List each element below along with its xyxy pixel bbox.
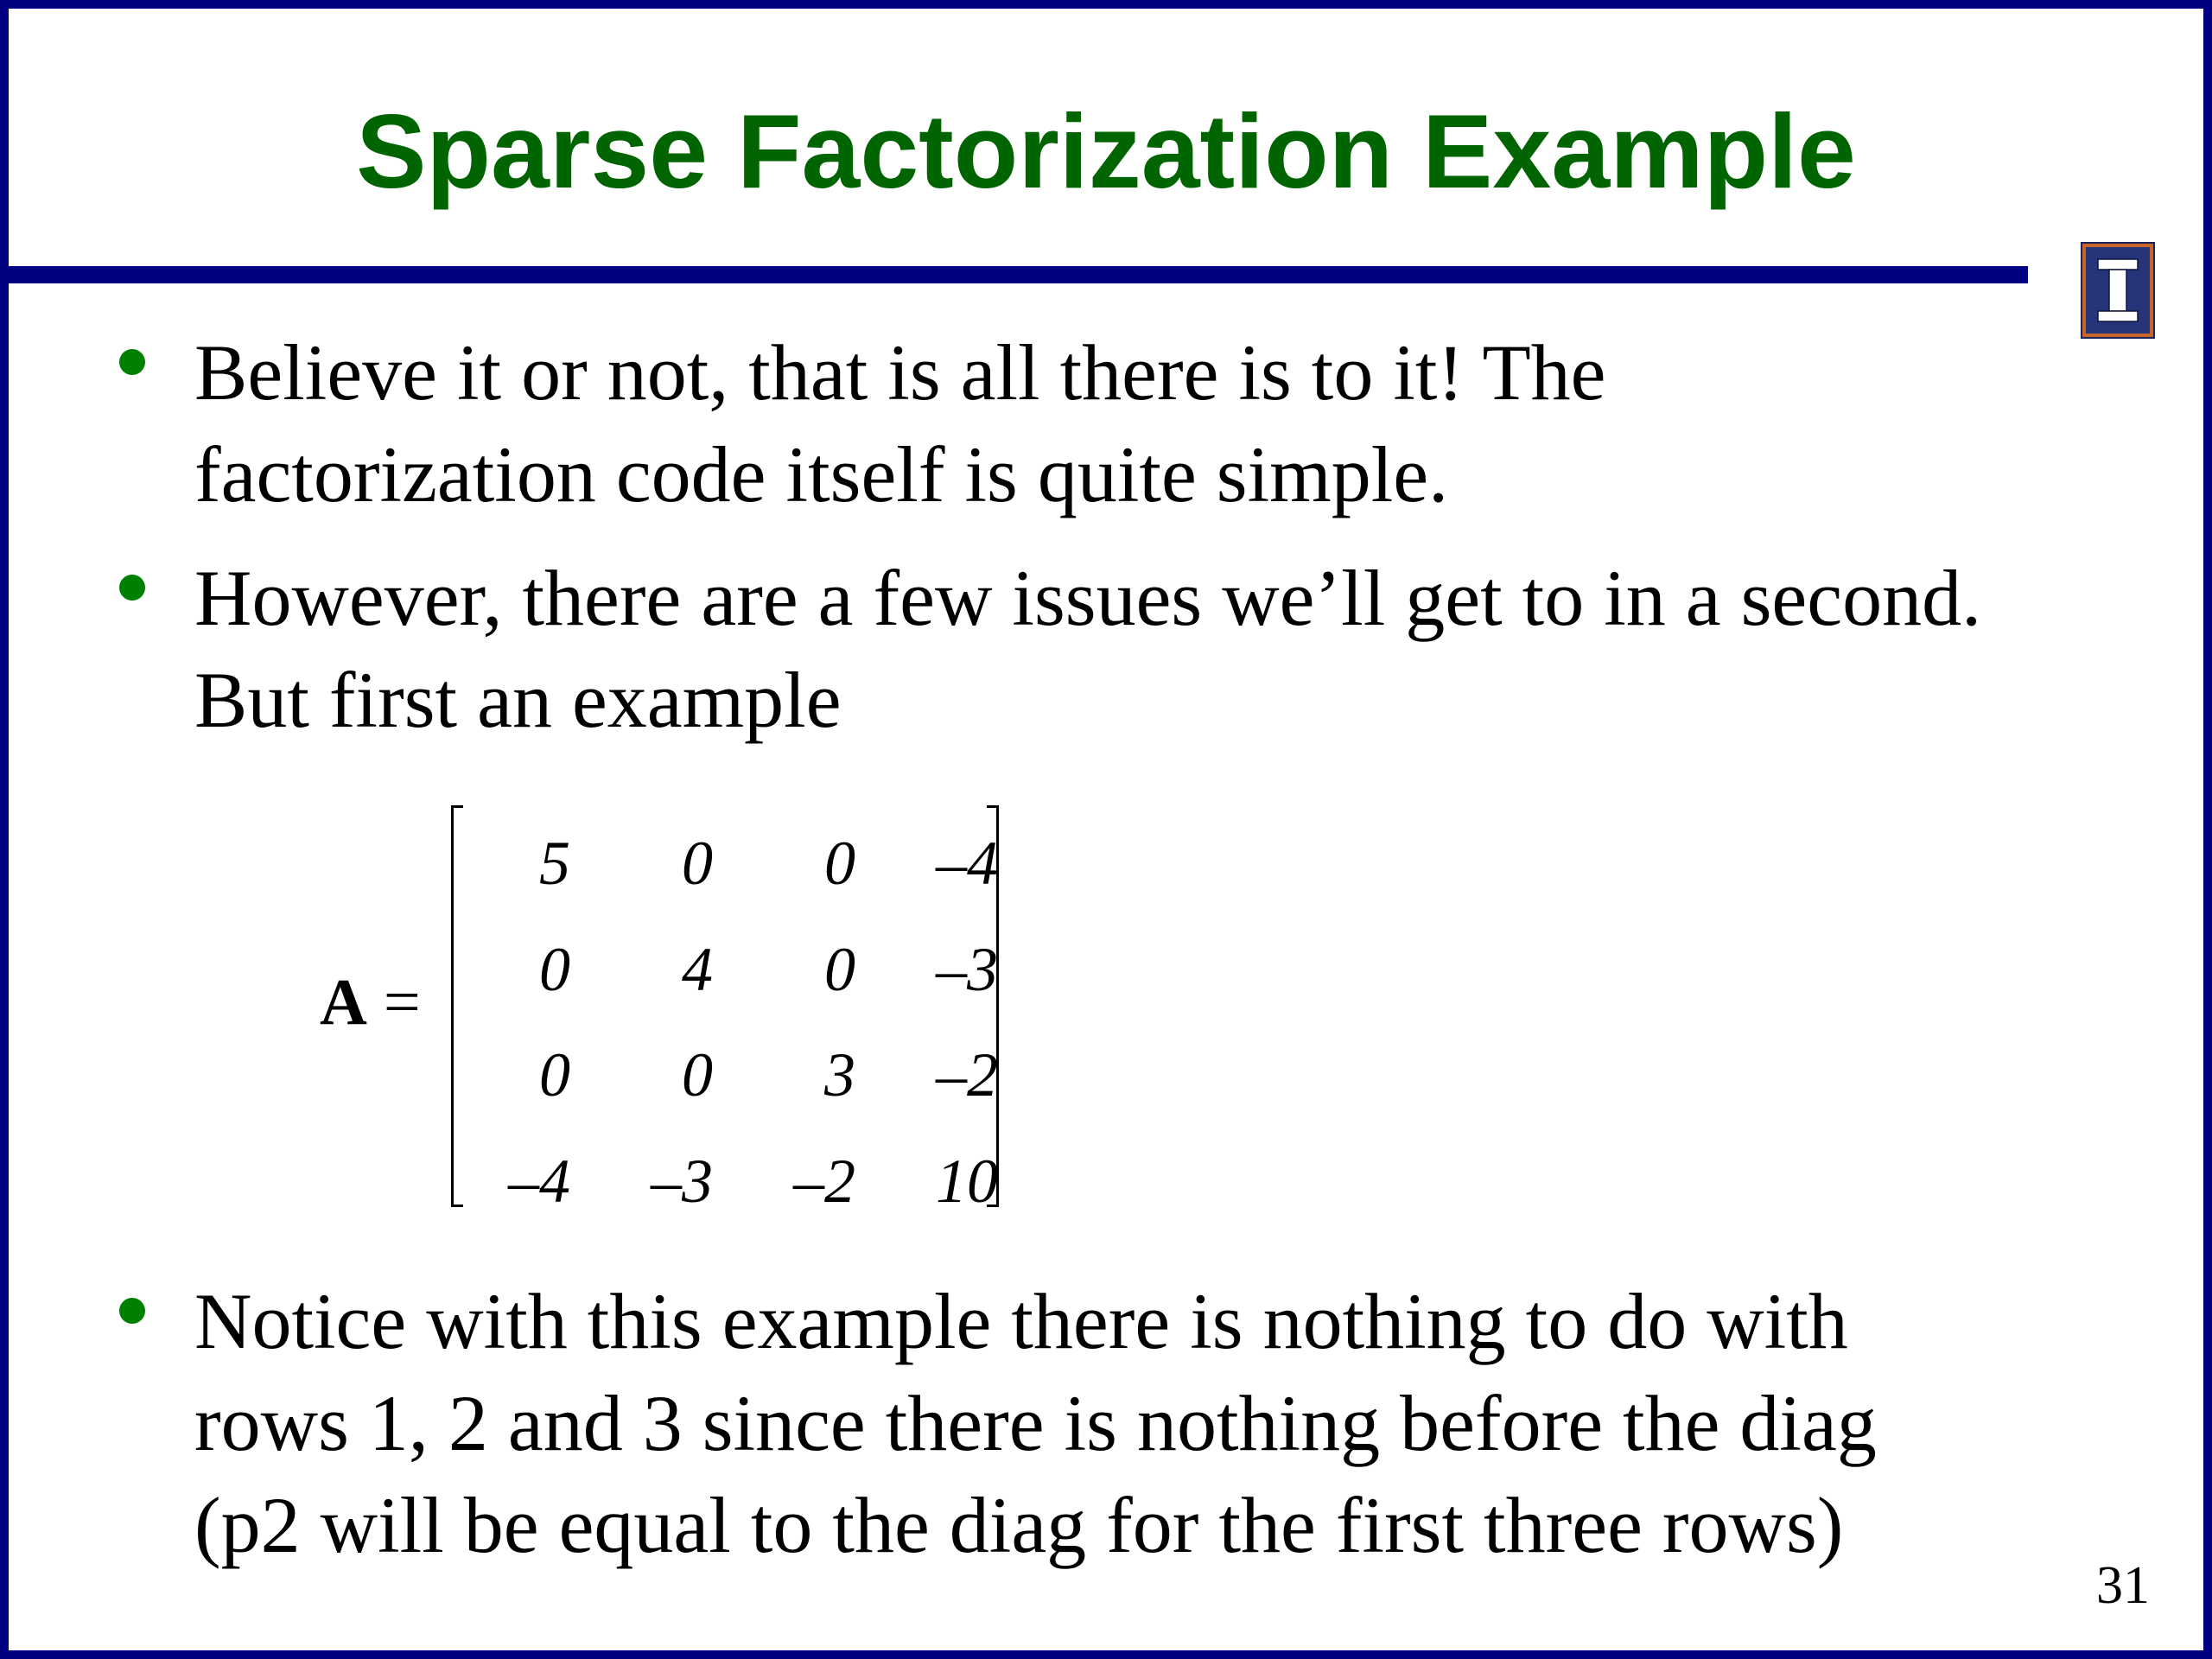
bullet-line: However, there are a few issues we’ll get to in a second. <box>194 554 1982 642</box>
bullet-dot-icon <box>119 575 145 601</box>
matrix-cell: 4 <box>682 935 713 1004</box>
matrix-right-bracket <box>987 805 999 1207</box>
matrix-cell: 0 <box>682 1040 713 1109</box>
matrix-cell: –3 <box>936 935 998 1004</box>
matrix-cell: –4 <box>508 1147 570 1216</box>
bullet-line: But first an example <box>194 656 842 744</box>
matrix-cell: 0 <box>824 829 855 898</box>
bullet-dot-icon <box>119 349 145 375</box>
bullet-dot-icon <box>119 1298 145 1324</box>
bullet-text <box>194 321 2212 525</box>
bullet-line: factorization code itself is quite simple. <box>194 430 1449 518</box>
bullet-line: rows 1, 2 and 3 since there is nothing before the diag <box>194 1379 1877 1467</box>
bullet-line: Believe it or not, that is all there is to it! The <box>194 328 1606 416</box>
equals-sign: = <box>383 966 421 1039</box>
matrix-cell: 10 <box>936 1147 998 1216</box>
bullet-line: (p2 will be equal to the diag for the first three rows) <box>194 1481 1844 1569</box>
matrix-cell: 0 <box>539 1040 570 1109</box>
bullet-line: Notice with this example there is nothing to do with <box>194 1277 1848 1365</box>
slide-title: Sparse Factorization Example <box>356 92 1856 210</box>
matrix-cell: 3 <box>824 1040 855 1109</box>
matrix-cell: 0 <box>682 829 713 898</box>
matrix-cell: 0 <box>539 935 570 1004</box>
matrix-cell: 0 <box>824 935 855 1004</box>
matrix-grid <box>467 812 998 1216</box>
matrix-cell: –3 <box>651 1147 713 1216</box>
matrix-cell: –2 <box>936 1040 998 1109</box>
matrix-cell: –4 <box>936 829 998 898</box>
matrix-equation <box>320 795 1028 1218</box>
title-divider <box>9 266 2028 283</box>
matrix-lhs <box>320 963 421 1041</box>
matrix-cell: –2 <box>793 1147 855 1216</box>
matrix-cell: 5 <box>539 829 570 898</box>
bullet-text <box>194 1270 2212 1576</box>
page-number: 31 <box>2096 1556 2150 1615</box>
matrix-name: A <box>320 966 367 1039</box>
bullet-text <box>194 547 2212 751</box>
